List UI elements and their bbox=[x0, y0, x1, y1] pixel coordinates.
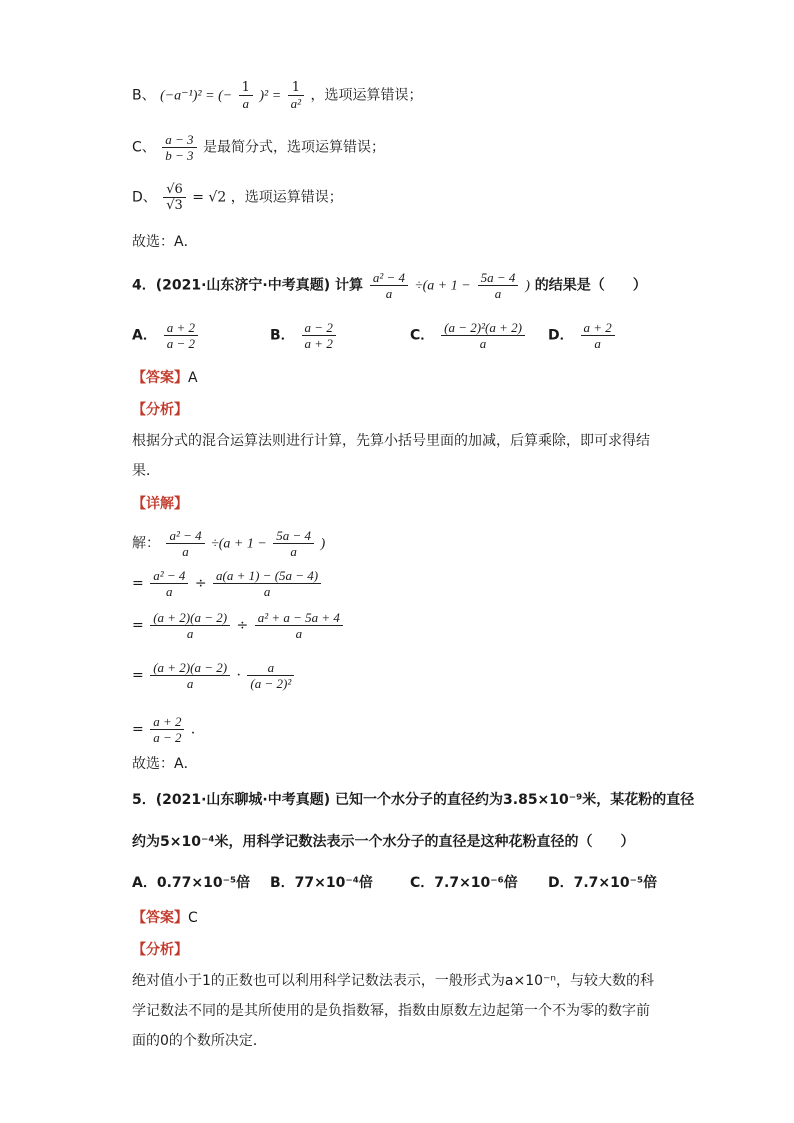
fraction: $\frac{(a + 2)(a - 2)}{a}$ bbox=[150, 610, 230, 641]
fraction: $\frac{\text{a² + a − 5a + 4}}{a}$ bbox=[255, 610, 343, 641]
analysis-5-tag: 【分析】 bbox=[132, 942, 188, 958]
fraction: $\frac{\text{a² − 4}}{a}$ bbox=[166, 528, 204, 559]
option-d-text: ，选项运算错误； bbox=[230, 189, 343, 206]
option-b-line bbox=[132, 80, 423, 111]
fraction: $\frac{a + 2}{a}$ bbox=[581, 320, 615, 351]
fraction: $\frac{a}{\text{(a − 2)²}}$ bbox=[247, 660, 294, 691]
answer-5: 【答案】C bbox=[132, 910, 198, 926]
fraction: $\frac{5a - 4}{a}$ bbox=[273, 528, 314, 559]
q4-option-d: D． $\frac{a + 2}{a}$ bbox=[548, 320, 617, 351]
option-b-mid: )² = bbox=[259, 88, 282, 104]
q4-option-b: B． $\frac{a - 2}{a + 2}$ bbox=[270, 320, 338, 351]
question-5-line-1: 5．(2021·山东聊城·中考真题) 已知一个水分子的直径约为3.85×10⁻⁹米，某花粉的直径 bbox=[132, 792, 695, 808]
q4-option-c: C． $\frac{\text{(a − 2)²(a + 2)}}{a}$ bbox=[410, 320, 527, 351]
option-b-expr: (−a⁻¹)² = (− bbox=[160, 88, 233, 104]
fraction: $\frac{5a - 4}{a}$ bbox=[478, 270, 519, 301]
option-d-line: D、 $\frac{√6}{√3}$ = √2 ，选项运算错误； bbox=[132, 182, 343, 213]
question-4: 4．(2021·山东济宁·中考真题) 计算 $\frac{\text{a² − 4}}{a}$ ÷(a + 1 − $\frac{5a - 4}{a}$ ) 的结果是（ ） bbox=[132, 270, 647, 301]
option-b-text: ，选项运算错误； bbox=[310, 87, 423, 104]
solution-step-2: = $\frac{\text{a² − 4}}{a}$ ÷ $\frac{a(a + 1) - (5a - 4)}{a}$ bbox=[132, 568, 323, 599]
q5-option-b: B．77×10⁻⁴倍 bbox=[270, 875, 373, 891]
option-c-line bbox=[132, 132, 385, 163]
q5-option-c: C．7.7×10⁻⁶倍 bbox=[410, 875, 518, 891]
fraction: $\frac{1}{\text{a²}}$ bbox=[288, 80, 304, 111]
q4-option-a: A． $\frac{a + 2}{a - 2}$ bbox=[132, 320, 200, 351]
fraction: $\frac{\text{a² − 4}}{a}$ bbox=[150, 568, 188, 599]
detail-4-tag: 【详解】 bbox=[132, 496, 188, 512]
solution-step-5: = $\frac{a + 2}{a - 2}$ ． bbox=[132, 714, 205, 745]
analysis-4-tag: 【分析】 bbox=[132, 402, 188, 418]
q5-option-a: A．0.77×10⁻⁵倍 bbox=[132, 875, 251, 891]
answer-4 bbox=[132, 368, 198, 388]
option-c-text: 是最简分式，选项运算错误； bbox=[202, 139, 385, 156]
q4-suffix: 的结果是（ ） bbox=[534, 277, 647, 294]
solution-step-3: = $\frac{(a + 2)(a - 2)}{a}$ ÷ $\frac{\text{a² + a − 5a + 4}}{a}$ bbox=[132, 610, 345, 641]
q4-prefix: 4．(2021·山东济宁·中考真题) 计算 bbox=[132, 277, 364, 294]
fraction: $\frac{\text{a² − 4}}{a}$ bbox=[370, 270, 408, 301]
fraction: $\frac{a + 2}{a - 2}$ bbox=[164, 320, 198, 351]
fraction: $\frac{a - 2}{a + 2}$ bbox=[302, 320, 336, 351]
solution-step-1: 解： $\frac{\text{a² − 4}}{a}$ ÷(a + 1 − $\frac{5a - 4}{a}$ ) bbox=[132, 528, 326, 559]
answer-tag: 【答案】 bbox=[132, 370, 188, 386]
fraction: $\frac{a + 2}{a - 2}$ bbox=[150, 714, 184, 745]
fraction: $\frac{a(a + 1) - (5a - 4)}{a}$ bbox=[213, 568, 321, 599]
option-d-label: D、 bbox=[132, 189, 157, 206]
choose-line-2: 故选：A． bbox=[132, 756, 198, 772]
analysis-5-text: 绝对值小于1的正数也可以利用科学记数法表示，一般形式为a×10⁻ⁿ，与较大数的科学记数法不同的是其所使用的是负指数幂，指数由原数左边起第一个不为零的数字前面的0的个数所决定． bbox=[132, 973, 654, 1049]
fraction: $\frac{\text{(a − 2)²(a + 2)}}{a}$ bbox=[441, 320, 525, 351]
solution-step-4: = $\frac{(a + 2)(a - 2)}{a}$ · $\frac{a}{\text{(a − 2)²}}$ bbox=[132, 660, 296, 691]
fraction: $\frac{1}{a}$ bbox=[239, 80, 253, 111]
fraction: $\frac{(a + 2)(a - 2)}{a}$ bbox=[150, 660, 230, 691]
option-c-label: C、 bbox=[132, 139, 156, 156]
option-b-label: B、 bbox=[132, 87, 156, 104]
fraction: $\frac{a - 3}{b - 3}$ bbox=[162, 132, 196, 163]
fraction: $\frac{√6}{√3}$ bbox=[163, 182, 186, 213]
analysis-4-text: 根据分式的混合运算法则进行计算，先算小括号里面的加减，后算乘除，即可求得结果． bbox=[132, 433, 650, 479]
question-5-line-2: 约为5×10⁻⁴米，用科学记数法表示一个水分子的直径是这种花粉直径的（ ） bbox=[132, 834, 635, 850]
choose-line-1: 故选：A． bbox=[132, 234, 198, 250]
q5-option-d: D．7.7×10⁻⁵倍 bbox=[548, 875, 658, 891]
answer-5-value: C bbox=[188, 910, 198, 926]
answer-4-value: A bbox=[188, 370, 198, 386]
